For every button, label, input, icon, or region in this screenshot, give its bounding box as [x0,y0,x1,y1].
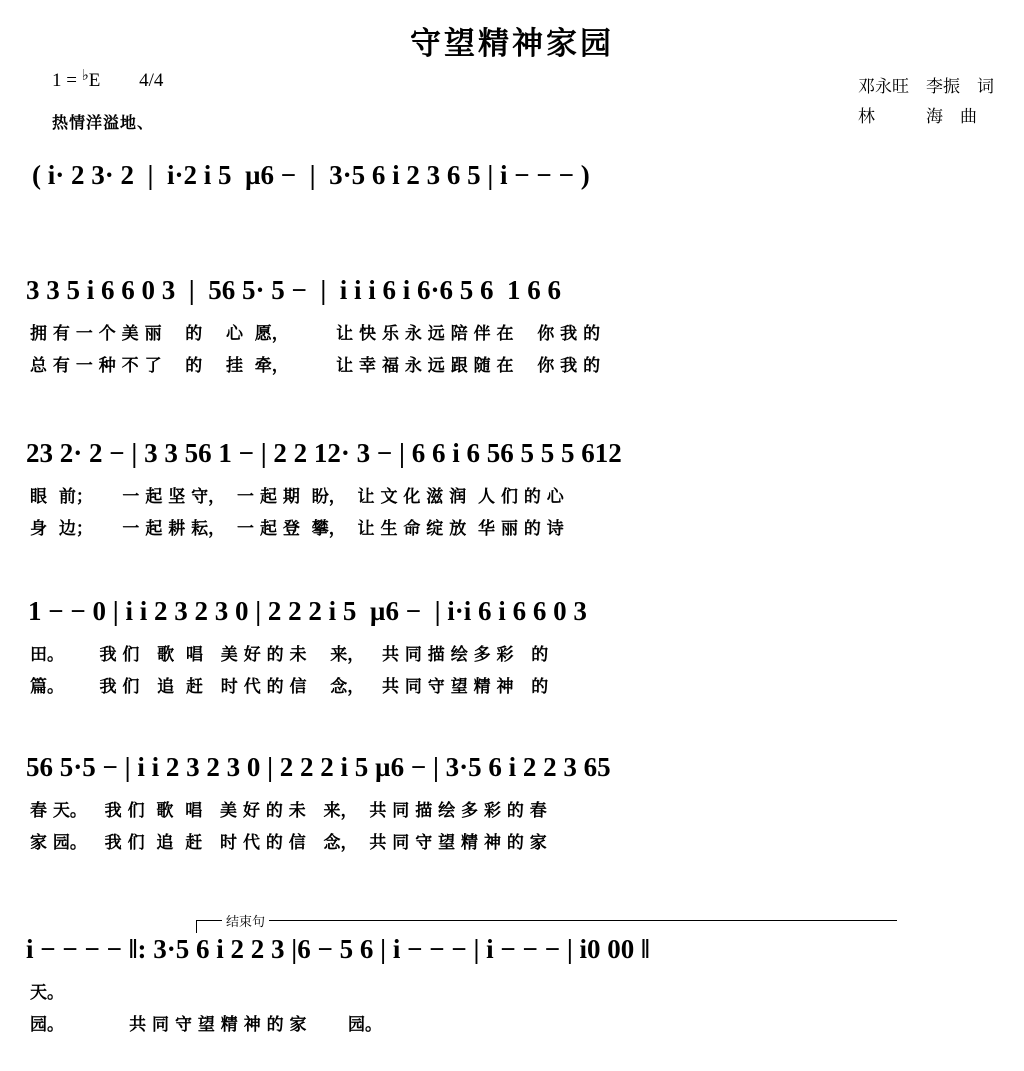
lyric-verse-1: 眼 前； 一 起 坚 守， 一 起 期 盼， 让 文 化 滋 润 人 们 的 心 [30,487,564,507]
key-signature [52,66,163,92]
tempo-marking: 热情洋溢地、 [52,113,155,132]
lyric-verse-1: 拥 有 一 个 美 丽 的 心 愿， 让 快 乐 永 远 陪 伴 在 你 我 的 [30,324,601,344]
ending-bracket [196,920,897,933]
credit-composer: 林 海 曲 [858,107,977,127]
lyric-verse-1: 天。 [30,983,64,1003]
lyric-verse-2: 园。 共 同 守 望 精 神 的 家 园。 [30,1015,382,1035]
flat-icon: ♭ [81,68,89,84]
ending-label: 结束句 [222,911,269,930]
key-label: 1 = [52,70,77,91]
notes-line: i − − − − ‖: 3·5 6 i 2 2 3 |6 − 5 6 | i − − − | i − − − | i0 00 ‖ [26,934,650,964]
credits [858,72,994,132]
credit-lyricist: 邓永旺 李振 词 [858,77,994,97]
lyric-verse-2: 身 边； 一 起 耕 耘， 一 起 登 攀， 让 生 命 绽 放 华 丽 的 诗 [30,519,564,539]
notes-line: ( i· 2 3· 2 | i·2 i 5 µ6 − | 3·5 6 i 2 3 6 5 | i − − − ) [32,160,590,190]
notes-line: 1 − − 0 | i i 2 3 2 3 0 | 2 2 2 i 5 µ6 − | i·i 6 i 6 6 0 3 [28,596,587,626]
lyric-verse-2: 家 园。 我 们 追 赶 时 代 的 信 念， 共 同 守 望 精 神 的 家 [30,833,547,853]
time-signature: 4/4 [139,70,164,91]
key-letter: E [88,70,101,91]
lyric-verse-2: 总 有 一 种 不 了 的 挂 牵， 让 幸 福 永 远 跟 随 在 你 我 的 [30,356,601,376]
notes-line: 23 2· 2 − | 3 3 56 1 − | 2 2 12· 3 − | 6 6 i 6 56 5 5 5 612 [26,438,622,468]
notes-line: 3 3 5 i 6 6 0 3 | 56 5· 5 − | i i i 6 i 6·6 5 6 1 6 6 [26,275,562,305]
lyric-verse-1: 春 天。 我 们 歌 唱 美 好 的 未 来， 共 同 描 绘 多 彩 的 春 [30,801,547,821]
lyric-verse-2: 篇。 我 们 追 赶 时 代 的 信 念， 共 同 守 望 精 神 的 [30,677,549,697]
page-title: 守望精神家园 [410,26,614,62]
lyric-verse-1: 田。 我 们 歌 唱 美 好 的 未 来， 共 同 描 绘 多 彩 的 [30,645,549,665]
notes-line: 56 5·5 − | i i 2 3 2 3 0 | 2 2 2 i 5 µ6 − | 3·5 6 i 2 2 3 65 [26,752,611,782]
